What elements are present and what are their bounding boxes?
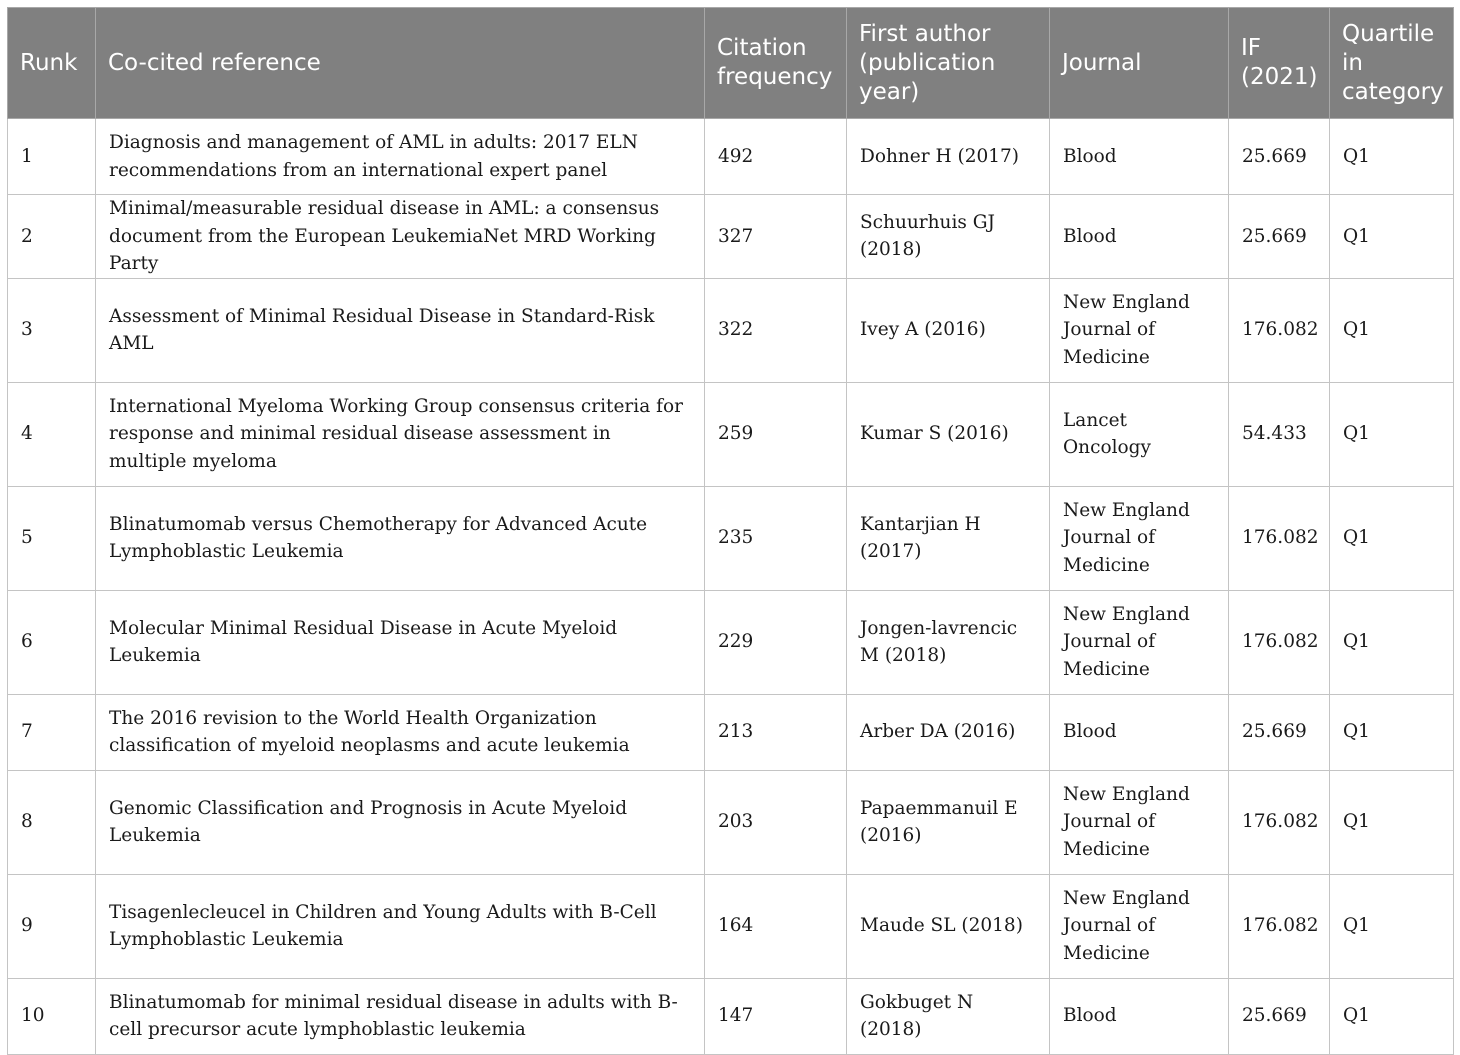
cell-frequency: 164	[705, 874, 847, 978]
cell-rank: 10	[8, 978, 96, 1054]
table-row	[8, 195, 1454, 279]
cell-impact-factor: 176.082	[1229, 486, 1330, 590]
table-row	[8, 382, 1454, 486]
cell-reference: Genomic Classification and Prognosis in Acute Myeloid Leukemia	[96, 770, 705, 874]
cell-quartile: Q1	[1330, 382, 1454, 486]
cell-rank: 7	[8, 694, 96, 770]
cell-rank: 5	[8, 486, 96, 590]
table-row	[8, 486, 1454, 590]
cell-frequency: 229	[705, 590, 847, 694]
cell-journal: New England Journal of Medicine	[1050, 590, 1229, 694]
table-row	[8, 978, 1454, 1054]
cell-journal: Blood	[1050, 119, 1229, 195]
table-row	[8, 590, 1454, 694]
header-first-author: First author (publication year)	[847, 8, 1050, 119]
cell-reference: Molecular Minimal Residual Disease in Acute Myeloid Leukemia	[96, 590, 705, 694]
cell-frequency: 322	[705, 278, 847, 382]
cell-journal: New England Journal of Medicine	[1050, 770, 1229, 874]
cell-reference: Diagnosis and management of AML in adults: 2017 ELN recommendations from an international expert panel	[96, 119, 705, 195]
cell-impact-factor: 176.082	[1229, 278, 1330, 382]
cell-reference: Minimal/measurable residual disease in AML: a consensus document from the European LeukemiaNet MRD Working Party	[96, 195, 705, 279]
cell-impact-factor: 25.669	[1229, 694, 1330, 770]
cell-journal: New England Journal of Medicine	[1050, 278, 1229, 382]
cell-rank: 1	[8, 119, 96, 195]
header-citation-frequency: Citation frequency	[705, 8, 847, 119]
cell-impact-factor: 54.433	[1229, 382, 1330, 486]
cell-reference: International Myeloma Working Group consensus criteria for response and minimal residual disease assessment in multiple myeloma	[96, 382, 705, 486]
cell-author: Kantarjian H (2017)	[847, 486, 1050, 590]
cell-frequency: 213	[705, 694, 847, 770]
cell-rank: 8	[8, 770, 96, 874]
cell-reference: Tisagenlecleucel in Children and Young Adults with B-Cell Lymphoblastic Leukemia	[96, 874, 705, 978]
header-reference: Co-cited reference	[96, 8, 705, 119]
table-row	[8, 874, 1454, 978]
cell-impact-factor: 176.082	[1229, 770, 1330, 874]
header-rank: Runk	[8, 8, 96, 119]
cell-quartile: Q1	[1330, 119, 1454, 195]
cell-impact-factor: 25.669	[1229, 195, 1330, 279]
cell-reference: Assessment of Minimal Residual Disease in Standard-Risk AML	[96, 278, 705, 382]
cell-reference: Blinatumomab versus Chemotherapy for Advanced Acute Lymphoblastic Leukemia	[96, 486, 705, 590]
cell-author: Dohner H (2017)	[847, 119, 1050, 195]
table-row	[8, 694, 1454, 770]
table-row	[8, 119, 1454, 195]
cell-rank: 4	[8, 382, 96, 486]
cell-journal: New England Journal of Medicine	[1050, 874, 1229, 978]
header-journal: Journal	[1050, 8, 1229, 119]
cell-frequency: 147	[705, 978, 847, 1054]
cell-frequency: 327	[705, 195, 847, 279]
co-cited-references-table	[7, 7, 1454, 1055]
cell-frequency: 492	[705, 119, 847, 195]
cell-quartile: Q1	[1330, 978, 1454, 1054]
cell-rank: 9	[8, 874, 96, 978]
cell-quartile: Q1	[1330, 694, 1454, 770]
cell-rank: 3	[8, 278, 96, 382]
cell-reference: Blinatumomab for minimal residual disease in adults with B-cell precursor acute lymphoblastic leukemia	[96, 978, 705, 1054]
cell-rank: 2	[8, 195, 96, 279]
cell-author: Maude SL (2018)	[847, 874, 1050, 978]
cell-journal: Lancet Oncology	[1050, 382, 1229, 486]
cell-author: Gokbuget N (2018)	[847, 978, 1050, 1054]
header-quartile: Quartile in category	[1330, 8, 1454, 119]
cell-quartile: Q1	[1330, 486, 1454, 590]
header-impact-factor: IF (2021)	[1229, 8, 1330, 119]
table-row	[8, 770, 1454, 874]
cell-journal: Blood	[1050, 694, 1229, 770]
cell-frequency: 203	[705, 770, 847, 874]
cell-journal: Blood	[1050, 195, 1229, 279]
cell-quartile: Q1	[1330, 770, 1454, 874]
cell-reference: The 2016 revision to the World Health Organization classification of myeloid neoplasms and acute leukemia	[96, 694, 705, 770]
cell-journal: New England Journal of Medicine	[1050, 486, 1229, 590]
cell-impact-factor: 25.669	[1229, 119, 1330, 195]
cell-author: Arber DA (2016)	[847, 694, 1050, 770]
cell-author: Kumar S (2016)	[847, 382, 1050, 486]
cell-rank: 6	[8, 590, 96, 694]
table-row	[8, 278, 1454, 382]
cell-frequency: 235	[705, 486, 847, 590]
cell-author: Jongen-lavrencic M (2018)	[847, 590, 1050, 694]
cell-quartile: Q1	[1330, 195, 1454, 279]
header-row	[8, 8, 1454, 119]
cell-frequency: 259	[705, 382, 847, 486]
cell-journal: Blood	[1050, 978, 1229, 1054]
cell-author: Ivey A (2016)	[847, 278, 1050, 382]
table-body	[8, 119, 1454, 1055]
table-header	[8, 8, 1454, 119]
cell-impact-factor: 176.082	[1229, 874, 1330, 978]
cell-impact-factor: 25.669	[1229, 978, 1330, 1054]
cell-quartile: Q1	[1330, 278, 1454, 382]
cell-impact-factor: 176.082	[1229, 590, 1330, 694]
cell-author: Schuurhuis GJ (2018)	[847, 195, 1050, 279]
cell-quartile: Q1	[1330, 874, 1454, 978]
cell-author: Papaemmanuil E (2016)	[847, 770, 1050, 874]
cell-quartile: Q1	[1330, 590, 1454, 694]
